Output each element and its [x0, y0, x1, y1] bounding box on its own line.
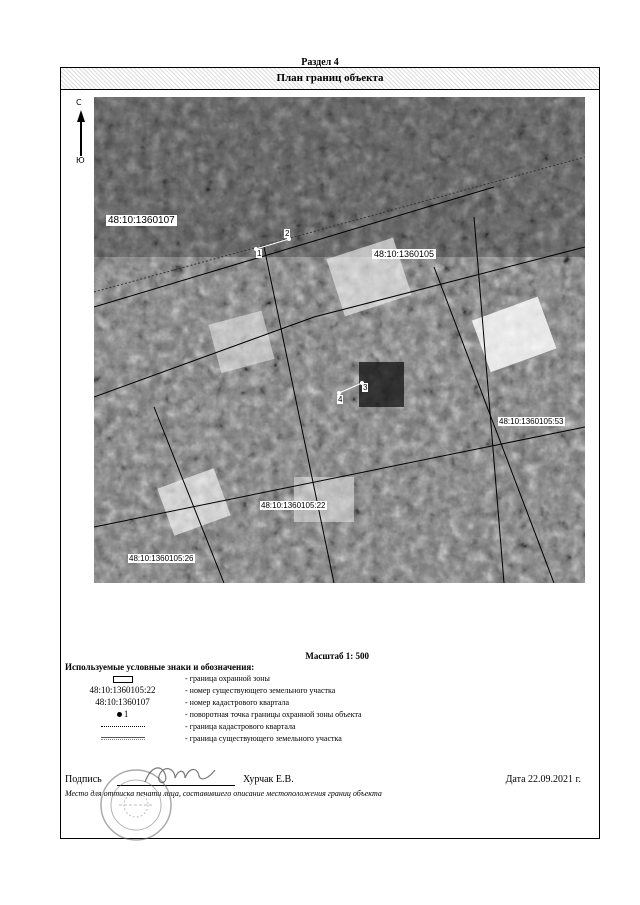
legend-symbol: 48:10:1360105:22: [89, 685, 156, 695]
cadastral-label: 48:10:1360105:53: [499, 417, 564, 426]
plan-frame: [60, 67, 600, 839]
legend-row: [65, 734, 585, 746]
signature-label: Подпись: [65, 774, 102, 785]
legend-desc: - граница существующего земельного участка: [185, 734, 342, 743]
section-title: Раздел 4: [301, 57, 339, 68]
quarter-border-line-icon: [101, 726, 145, 727]
cadastral-label: 48:10:1360105: [374, 249, 435, 259]
legend-desc: - номер кадастрового квартала: [185, 698, 290, 707]
legend-symbol: 1: [123, 709, 129, 719]
turning-point-label: 1: [257, 249, 262, 258]
handwritten-signature-icon: [139, 760, 219, 790]
legend: [65, 674, 585, 746]
signature-date: Дата 22.09.2021 г.: [505, 774, 581, 785]
legend-title: Используемые условные знаки и обозначения:: [65, 662, 255, 672]
zone-border-icon: [113, 676, 133, 683]
cadastral-label: 48:10:1360107: [108, 215, 175, 226]
turning-point-label: 2: [285, 229, 290, 238]
legend-desc: - номер существующего земельного участка: [185, 686, 336, 695]
plan-title: План границ объекта: [61, 68, 599, 90]
stamp-place-note: Место для оттиска печати лица, составившего описание местоположения границ объекта: [65, 789, 382, 798]
north-arrow-icon: [74, 98, 88, 168]
legend-desc: - поворотная точка границы охранной зоны объекта: [185, 710, 362, 719]
turning-point-label: 3: [363, 383, 368, 392]
south-label: Ю: [76, 156, 85, 165]
turning-point-label: 4: [338, 395, 343, 404]
legend-symbol: 48:10:1360107: [95, 697, 150, 707]
signer-name: Хурчак Е.В.: [243, 774, 294, 785]
legend-desc: - граница кадастрового квартала: [185, 722, 296, 731]
satellite-map[interactable]: [94, 97, 585, 583]
north-label: С: [76, 98, 82, 107]
cadastral-label: 48:10:1360105:22: [261, 501, 326, 510]
point-dot-icon: [117, 712, 122, 717]
scale-label: Масштаб 1: 500: [305, 651, 369, 661]
legend-desc: - граница охранной зоны: [185, 674, 270, 683]
parcel-border-line-icon: [101, 737, 145, 740]
cadastral-label: 48:10:1360105:26: [129, 554, 194, 563]
